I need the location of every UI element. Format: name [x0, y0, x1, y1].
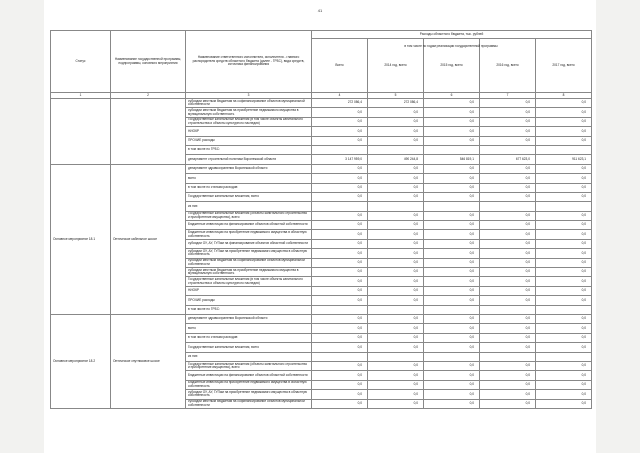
- value-cell: [368, 352, 424, 361]
- column-number: 1: [51, 93, 111, 99]
- value-cell: 0,0: [368, 333, 424, 342]
- row-label: в том числе по ГРБС:: [186, 305, 312, 314]
- row-label: НИОКР: [186, 286, 312, 295]
- value-cell: 0,0: [424, 314, 480, 323]
- value-cell: 0,0: [480, 99, 536, 108]
- value-cell: 0,0: [312, 136, 368, 145]
- value-cell: 0,0: [536, 164, 592, 173]
- value-cell: 0,0: [424, 192, 480, 201]
- value-cell: 0,0: [312, 127, 368, 136]
- value-cell: 0,0: [424, 258, 480, 267]
- header-total: Всего: [312, 39, 368, 93]
- value-cell: 0,0: [312, 361, 368, 370]
- value-cell: 0,0: [536, 268, 592, 277]
- value-cell: [312, 202, 368, 211]
- row-label: Бюджетные инвестиции на финансирование объектов областной собственности: [186, 371, 312, 380]
- value-cell: 0,0: [536, 99, 592, 108]
- value-cell: 0,0: [536, 192, 592, 201]
- value-cell: 272 086,4: [312, 99, 368, 108]
- value-cell: 0,0: [368, 277, 424, 286]
- value-cell: 0,0: [368, 183, 424, 192]
- value-cell: 0,0: [536, 258, 592, 267]
- value-cell: 0,0: [424, 343, 480, 352]
- column-number: 5: [368, 93, 424, 99]
- value-cell: 0,0: [424, 249, 480, 258]
- value-cell: 0,0: [368, 221, 424, 230]
- value-cell: 0,0: [536, 371, 592, 380]
- value-cell: 0,0: [480, 277, 536, 286]
- value-cell: 0,0: [480, 230, 536, 239]
- value-cell: 0,0: [536, 277, 592, 286]
- value-cell: 0,0: [312, 333, 368, 342]
- value-cell: 0,0: [368, 286, 424, 295]
- value-cell: 0,0: [536, 343, 592, 352]
- value-cell: 0,0: [312, 268, 368, 277]
- row-label: из них:: [186, 352, 312, 361]
- value-cell: 0,0: [368, 108, 424, 117]
- value-cell: 0,0: [424, 268, 480, 277]
- value-cell: 0,0: [312, 164, 368, 173]
- value-cell: 0,0: [312, 380, 368, 389]
- value-cell: 0,0: [536, 183, 592, 192]
- value-cell: 0,0: [424, 183, 480, 192]
- value-cell: 0,0: [480, 314, 536, 323]
- value-cell: [312, 352, 368, 361]
- row-label: субсидии ОУ, АУ, ГУПам на приобретение недвижимого имущества в областную собственность: [186, 249, 312, 258]
- value-cell: 0,0: [480, 361, 536, 370]
- value-cell: 0,0: [480, 399, 536, 408]
- value-cell: 0,0: [480, 117, 536, 126]
- value-cell: [368, 202, 424, 211]
- value-cell: 0,0: [480, 108, 536, 117]
- value-cell: 0,0: [536, 221, 592, 230]
- value-cell: 0,0: [424, 324, 480, 333]
- value-cell: 0,0: [536, 136, 592, 145]
- column-number: 6: [424, 93, 480, 99]
- row-label: Государственные капитальные вложения (объекты капитального строительства и приобретение имущества), всего: [186, 361, 312, 370]
- value-cell: 272 086,4: [368, 99, 424, 108]
- value-cell: 0,0: [536, 314, 592, 323]
- value-cell: 0,0: [424, 296, 480, 305]
- value-cell: 0,0: [536, 399, 592, 408]
- value-cell: 0,0: [536, 211, 592, 220]
- row-label: субсидии местным бюджетам на приобретение недвижимого имущества в муниципальную собственность: [186, 268, 312, 277]
- program-cell: Оптическое кабельное шоссе: [111, 164, 186, 314]
- value-cell: 0,0: [536, 333, 592, 342]
- row-label: субсидии местным бюджетам на софинансирование объектов муниципальной собственности: [186, 399, 312, 408]
- value-cell: 0,0: [368, 211, 424, 220]
- value-cell: [424, 305, 480, 314]
- value-cell: 0,0: [424, 230, 480, 239]
- value-cell: 0,0: [368, 314, 424, 323]
- value-cell: [424, 352, 480, 361]
- value-cell: 0,0: [312, 399, 368, 408]
- value-cell: 0,0: [424, 211, 480, 220]
- value-cell: 0,0: [312, 258, 368, 267]
- value-cell: [536, 145, 592, 154]
- table-body: [51, 93, 592, 409]
- value-cell: 0,0: [536, 127, 592, 136]
- page-number: 41: [317, 8, 323, 13]
- value-cell: 0,0: [312, 117, 368, 126]
- value-cell: 0,0: [424, 221, 480, 230]
- value-cell: 0,0: [312, 192, 368, 201]
- value-cell: 0,0: [480, 164, 536, 173]
- value-cell: 0,0: [312, 249, 368, 258]
- value-cell: 0,0: [424, 333, 480, 342]
- value-cell: 0,0: [368, 164, 424, 173]
- value-cell: 0,0: [368, 258, 424, 267]
- value-cell: 0,0: [368, 230, 424, 239]
- row-label: Государственные капитальные вложения, всего: [186, 343, 312, 352]
- value-cell: 0,0: [368, 324, 424, 333]
- value-cell: 0,0: [368, 371, 424, 380]
- value-cell: 0,0: [480, 127, 536, 136]
- value-cell: 0,0: [424, 286, 480, 295]
- value-cell: 0,0: [536, 380, 592, 389]
- value-cell: 0,0: [368, 380, 424, 389]
- row-label: субсидии местным бюджетам на софинансирование объектов муниципальной собственности: [186, 99, 312, 108]
- table-row: [51, 164, 592, 173]
- value-cell: 0,0: [480, 390, 536, 399]
- value-cell: 0,0: [368, 127, 424, 136]
- value-cell: 0,0: [480, 324, 536, 333]
- value-cell: 0,0: [368, 390, 424, 399]
- value-cell: 0,0: [424, 117, 480, 126]
- value-cell: 0,0: [536, 174, 592, 183]
- value-cell: [480, 305, 536, 314]
- row-label: Государственные капитальные вложения (объекты капитального строительства и приобретение имущества), всего: [186, 211, 312, 220]
- value-cell: 0,0: [368, 239, 424, 248]
- value-cell: 0,0: [312, 183, 368, 192]
- value-cell: 0,0: [368, 361, 424, 370]
- column-number: 7: [480, 93, 536, 99]
- value-cell: 490 244,8: [368, 155, 424, 164]
- value-cell: 0,0: [312, 314, 368, 323]
- value-cell: 0,0: [424, 380, 480, 389]
- value-cell: 0,0: [368, 249, 424, 258]
- row-label: Государственные капитальные вложения (в том числе объекты капитального строительства и объекты культурного наследия): [186, 117, 312, 126]
- value-cell: 0,0: [368, 174, 424, 183]
- status-cell: Основное мероприятие 18.2: [51, 314, 111, 408]
- value-cell: 0,0: [480, 136, 536, 145]
- value-cell: 0,0: [424, 239, 480, 248]
- header-subgroup: в том числе по годам реализации государственной программы: [404, 44, 498, 48]
- value-cell: 0,0: [312, 221, 368, 230]
- value-cell: 0,0: [480, 192, 536, 201]
- row-label: НИОКР: [186, 127, 312, 136]
- row-label: ПРОЧИЕ расходы: [186, 296, 312, 305]
- value-cell: 0,0: [312, 108, 368, 117]
- row-label: Бюджетные инвестиции на приобретение недвижимого имущества в областную собственность: [186, 380, 312, 389]
- value-cell: 0,0: [536, 230, 592, 239]
- value-cell: 0,0: [480, 174, 536, 183]
- row-label: субсидии местным бюджетам на приобретение недвижимого имущества в муниципальную собственность: [186, 108, 312, 117]
- row-label: Бюджетные инвестиции на приобретение недвижимого имущества в областную собственность: [186, 230, 312, 239]
- value-cell: 0,0: [312, 343, 368, 352]
- value-cell: 0,0: [424, 127, 480, 136]
- row-label: из них:: [186, 202, 312, 211]
- table-row: [51, 99, 592, 108]
- value-cell: 0,0: [536, 361, 592, 370]
- value-cell: 546 819,1: [424, 155, 480, 164]
- value-cell: 0,0: [536, 239, 592, 248]
- value-cell: 0,0: [312, 296, 368, 305]
- value-cell: 911 623,1: [536, 155, 592, 164]
- budget-table: [50, 30, 592, 409]
- header-year-2016: 2016 год, всего: [480, 39, 536, 93]
- row-label: Государственные капитальные вложения (в том числе объекты капитального строительства и объекты культурного наследия): [186, 277, 312, 286]
- value-cell: 0,0: [312, 277, 368, 286]
- value-cell: 0,0: [312, 324, 368, 333]
- document-page: [44, 0, 596, 453]
- row-label: всего: [186, 174, 312, 183]
- value-cell: 0,0: [368, 268, 424, 277]
- value-cell: [312, 305, 368, 314]
- value-cell: 0,0: [368, 136, 424, 145]
- value-cell: 0,0: [312, 230, 368, 239]
- value-cell: 0,0: [368, 399, 424, 408]
- row-label: департамент здравоохранения Воронежской области: [186, 164, 312, 173]
- value-cell: 0,0: [312, 371, 368, 380]
- value-cell: [368, 305, 424, 314]
- value-cell: [480, 352, 536, 361]
- table-row: [51, 314, 592, 323]
- value-cell: 0,0: [536, 117, 592, 126]
- status-cell: [51, 99, 111, 165]
- value-cell: 0,0: [480, 258, 536, 267]
- row-label: субсидии ОУ, АУ, ГУПам на финансирование объектов областной собственности: [186, 239, 312, 248]
- value-cell: 0,0: [480, 333, 536, 342]
- value-cell: 0,0: [312, 239, 368, 248]
- value-cell: 0,0: [480, 221, 536, 230]
- value-cell: 3 147 959,0: [312, 155, 368, 164]
- value-cell: 0,0: [480, 371, 536, 380]
- value-cell: 0,0: [424, 136, 480, 145]
- row-label: всего: [186, 324, 312, 333]
- value-cell: 0,0: [480, 286, 536, 295]
- value-cell: 0,0: [536, 296, 592, 305]
- value-cell: 0,0: [424, 390, 480, 399]
- value-cell: 0,0: [424, 399, 480, 408]
- value-cell: 0,0: [536, 108, 592, 117]
- value-cell: [480, 202, 536, 211]
- value-cell: 0,0: [312, 174, 368, 183]
- value-cell: 0,0: [480, 249, 536, 258]
- status-cell: Основное мероприятие 18.1: [51, 164, 111, 314]
- value-cell: 0,0: [424, 361, 480, 370]
- row-label: ПРОЧИЕ расходы: [186, 136, 312, 145]
- value-cell: [536, 305, 592, 314]
- row-label: департамент строительной политики Воронежской области: [186, 155, 312, 164]
- value-cell: 0,0: [536, 324, 592, 333]
- value-cell: [368, 145, 424, 154]
- value-cell: 0,0: [480, 296, 536, 305]
- header-status: Статус: [51, 31, 111, 93]
- value-cell: 0,0: [480, 343, 536, 352]
- value-cell: 0,0: [368, 192, 424, 201]
- header-expenses: Расходы областного бюджета, тыс. рублей: [312, 31, 592, 39]
- value-cell: 0,0: [312, 390, 368, 399]
- header-program: Наименование государственной программы, подпрограммы, основного мероприятия: [111, 31, 186, 93]
- column-number: 4: [312, 93, 368, 99]
- value-cell: [536, 352, 592, 361]
- value-cell: 0,0: [424, 277, 480, 286]
- value-cell: 0,0: [480, 183, 536, 192]
- value-cell: [424, 202, 480, 211]
- header-year-2017: 2017 год, всего: [536, 39, 592, 93]
- value-cell: 0,0: [480, 380, 536, 389]
- value-cell: 0,0: [312, 211, 368, 220]
- value-cell: 0,0: [480, 268, 536, 277]
- value-cell: 677 623,0: [480, 155, 536, 164]
- value-cell: 0,0: [536, 249, 592, 258]
- value-cell: 0,0: [424, 174, 480, 183]
- value-cell: 0,0: [424, 371, 480, 380]
- row-label: Бюджетные инвестиции на финансирование объектов областной собственности: [186, 221, 312, 230]
- row-label: в том числе по статьям расходов:: [186, 183, 312, 192]
- row-label: департамент здравоохранения Воронежской области: [186, 314, 312, 323]
- row-label: субсидии местным бюджетам на софинансирование объектов муниципальной собственности: [186, 258, 312, 267]
- value-cell: [312, 145, 368, 154]
- column-number: 2: [111, 93, 186, 99]
- value-cell: 0,0: [536, 390, 592, 399]
- program-cell: Оптическое спутниковое шоссе: [111, 314, 186, 408]
- value-cell: 0,0: [368, 296, 424, 305]
- header-year-2014: 2014 год, всего: [368, 39, 424, 93]
- value-cell: [536, 202, 592, 211]
- value-cell: 0,0: [480, 211, 536, 220]
- value-cell: 0,0: [424, 164, 480, 173]
- value-cell: 0,0: [368, 117, 424, 126]
- value-cell: 0,0: [480, 239, 536, 248]
- value-cell: 0,0: [536, 286, 592, 295]
- header-year-2015: 2015 год, всего: [424, 39, 480, 93]
- column-number: 3: [186, 93, 312, 99]
- row-label: в том числе по ГРБС:: [186, 145, 312, 154]
- row-label: субсидии ОУ, АУ, ГУПам на приобретение недвижимого имущества в областную собственность: [186, 390, 312, 399]
- header-executor: Наименование ответственного исполнителя, исполнителя - главного распорядителя средств областного бюджета (далее - ГРБС), вида средств, источника финансирования: [186, 31, 312, 93]
- column-number: 8: [536, 93, 592, 99]
- program-cell: [111, 99, 186, 165]
- row-label: в том числе по статьям расходов:: [186, 333, 312, 342]
- value-cell: [424, 145, 480, 154]
- value-cell: 0,0: [312, 286, 368, 295]
- value-cell: 0,0: [368, 343, 424, 352]
- value-cell: 0,0: [424, 108, 480, 117]
- value-cell: [480, 145, 536, 154]
- row-label: Государственные капитальные вложения, всего: [186, 192, 312, 201]
- value-cell: 0,0: [424, 99, 480, 108]
